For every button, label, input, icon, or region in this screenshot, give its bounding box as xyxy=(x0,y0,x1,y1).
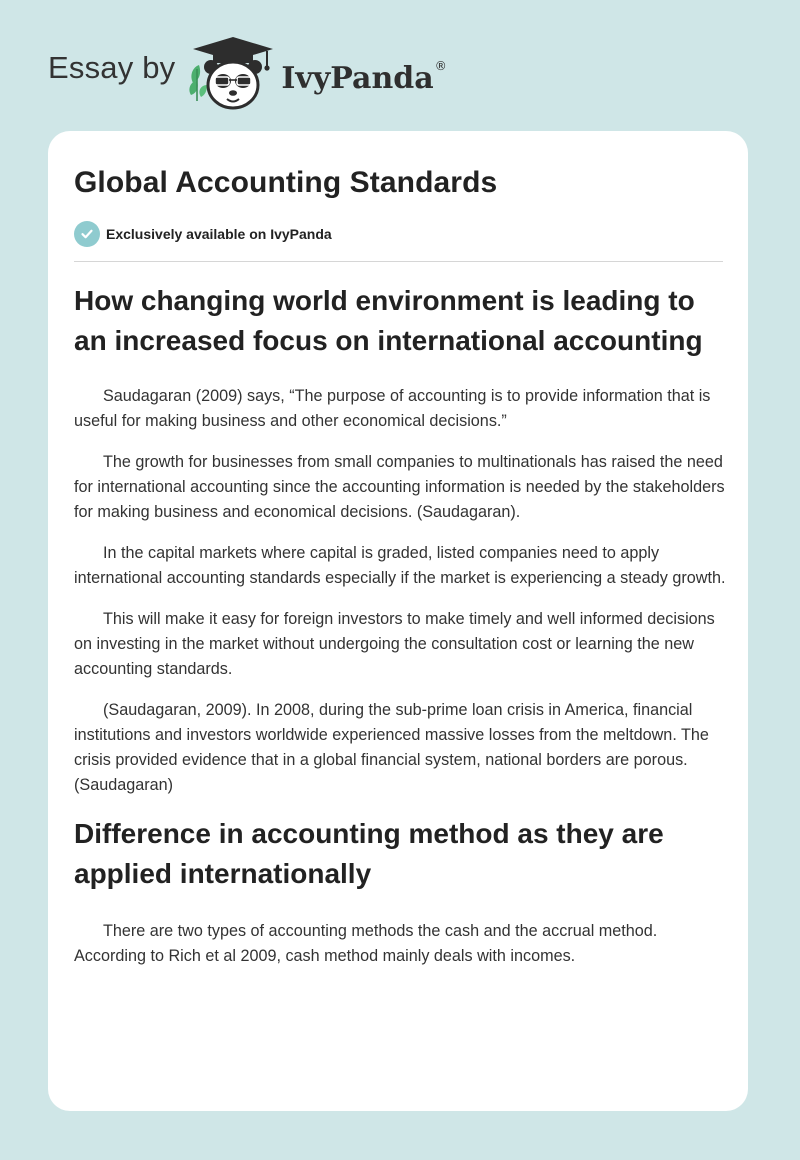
exclusive-badge xyxy=(74,221,332,247)
paragraph: There are two types of accounting methods the cash and the accrual method. According to Rich et al 2009, cash method mainly deals with incomes. xyxy=(74,922,658,965)
essay-card xyxy=(48,131,748,1111)
registered-mark: ® xyxy=(434,59,447,73)
panda-face-icon xyxy=(204,60,262,108)
divider xyxy=(74,261,723,262)
page-title: Global Accounting Standards xyxy=(74,166,498,199)
panda-logo-icon[interactable] xyxy=(187,35,279,113)
brand-prefix: Essay by xyxy=(48,50,176,85)
brand-header xyxy=(48,34,447,114)
brand-name: IvyPanda xyxy=(281,60,434,96)
paragraph: The growth for businesses from small companies to multinationals has raised the need for international accounting since the accounting information is needed by the stakeholders for making business and economical decisions. (Saudagaran). xyxy=(74,453,725,521)
paragraph: (Saudagaran, 2009). In 2008, during the sub-prime loan crisis in America, financial institutions and investors worldwide experienced massive losses from the meltdown. The crisis provided evidence that in a global financial system, national borders are porous. (Saudagaran) xyxy=(74,701,709,794)
section-heading: How changing world environment is leading to an increased focus on international accounting xyxy=(74,285,703,356)
exclusive-label: Exclusively available on IvyPanda xyxy=(106,226,332,242)
paragraph: In the capital markets where capital is graded, listed companies need to apply international accounting standards especially if the market is experiencing a steady growth. xyxy=(74,544,726,587)
essay-content xyxy=(74,281,729,985)
check-circle-icon xyxy=(74,221,100,247)
leaf-icon xyxy=(190,65,208,101)
paragraph: This will make it easy for foreign investors to make timely and well informed decisions on investing in the market without undergoing the consultation cost or learning the new accounting standards. xyxy=(74,610,715,678)
section-heading: Difference in accounting method as they are applied internationally xyxy=(74,818,664,889)
paragraph: Saudagaran (2009) says, “The purpose of accounting is to provide information that is useful for making business and other economical decisions.” xyxy=(74,387,711,430)
